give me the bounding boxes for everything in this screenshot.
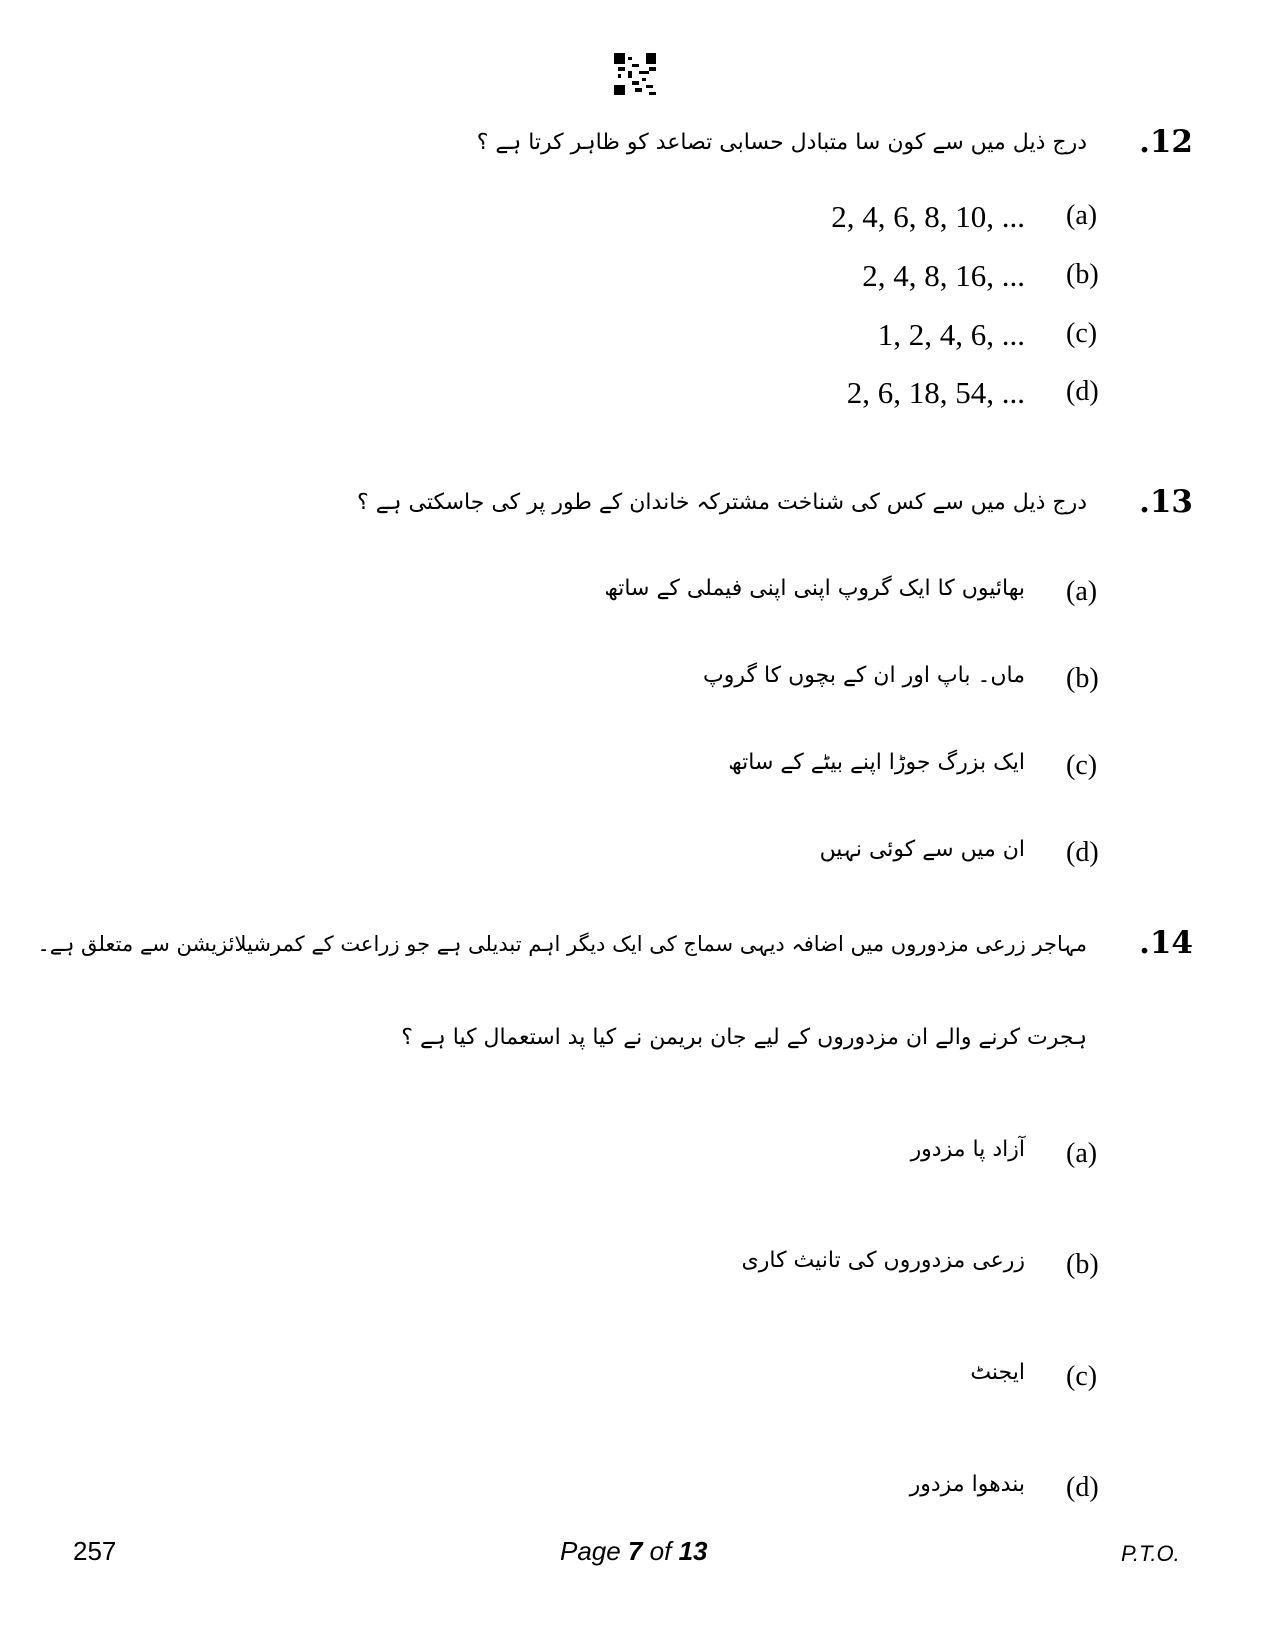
option-text: 2, 6, 18, 54, ... <box>846 375 1025 410</box>
page-total: 13 <box>678 1536 708 1566</box>
option-text: آزاد پا مزدور <box>910 1137 1025 1162</box>
option-text: ان میں سے کوئی نہیں <box>819 837 1025 862</box>
question-subtext: ہجرت کرنے والے ان مزدوروں کے لیے جان بریمن نے کیا پد استعمال کیا ہے ؟ <box>401 1025 1087 1050</box>
option-label: (d) <box>1066 1472 1099 1503</box>
option-label: (a) <box>1066 576 1098 607</box>
option-label: (c) <box>1066 1361 1098 1392</box>
option-text: 2, 4, 8, 16, ... <box>862 258 1025 293</box>
option-text: بھائیوں کا ایک گروپ اپنی اپنی فیملی کے ساتھ <box>604 576 1025 601</box>
option-label: (b) <box>1066 1249 1099 1280</box>
option-label: (a) <box>1066 200 1098 231</box>
page-of: of <box>642 1536 679 1566</box>
pto-label: P.T.O. <box>1121 1541 1180 1566</box>
question-number: .12 <box>1139 124 1193 160</box>
option-label: (d) <box>1066 837 1099 868</box>
option-label: (b) <box>1066 663 1099 694</box>
paper-code: 257 <box>73 1536 117 1566</box>
option-text: ایجنٹ <box>970 1360 1025 1385</box>
option-text: 2, 4, 6, 8, 10, ... <box>831 199 1025 234</box>
option-label: (b) <box>1066 259 1099 290</box>
option-text: ایک بزرگ جوڑا اپنے بیٹے کے ساتھ <box>728 750 1025 775</box>
option-label: (a) <box>1066 1138 1098 1169</box>
question-text: مہاجر زرعی مزدوروں میں اضافہ دیہی سماج کی ایک دیگر اہم تبدیلی ہے جو زراعت کے کمرشیلائزیشن سے متعلق ہے۔ <box>37 932 1087 956</box>
page-current: 7 <box>627 1536 643 1566</box>
option-label: (c) <box>1066 750 1098 781</box>
page-prefix: Page <box>560 1536 628 1566</box>
question-text: درج ذیل میں سے کون سا متبادل حسابی تصاعد کو ظاہر کرتا ہے ؟ <box>476 130 1087 155</box>
question-number: .14 <box>1139 925 1193 961</box>
option-text: 1, 2, 4, 6, ... <box>877 317 1025 352</box>
option-label: (c) <box>1066 318 1098 349</box>
option-text: زرعی مزدوروں کی تانیث کاری <box>741 1248 1025 1273</box>
qr-code-icon <box>614 53 656 95</box>
option-text: ماں۔ باپ اور ان کے بچوں کا گروپ <box>703 663 1025 688</box>
page-indicator <box>560 1536 707 1567</box>
option-text: بندھوا مزدور <box>909 1472 1025 1497</box>
question-number: .13 <box>1139 484 1193 520</box>
question-text: درج ذیل میں سے کس کی شناخت مشترکہ خاندان کے طور پر کی جاسکتی ہے ؟ <box>357 490 1087 515</box>
option-label: (d) <box>1066 376 1099 407</box>
